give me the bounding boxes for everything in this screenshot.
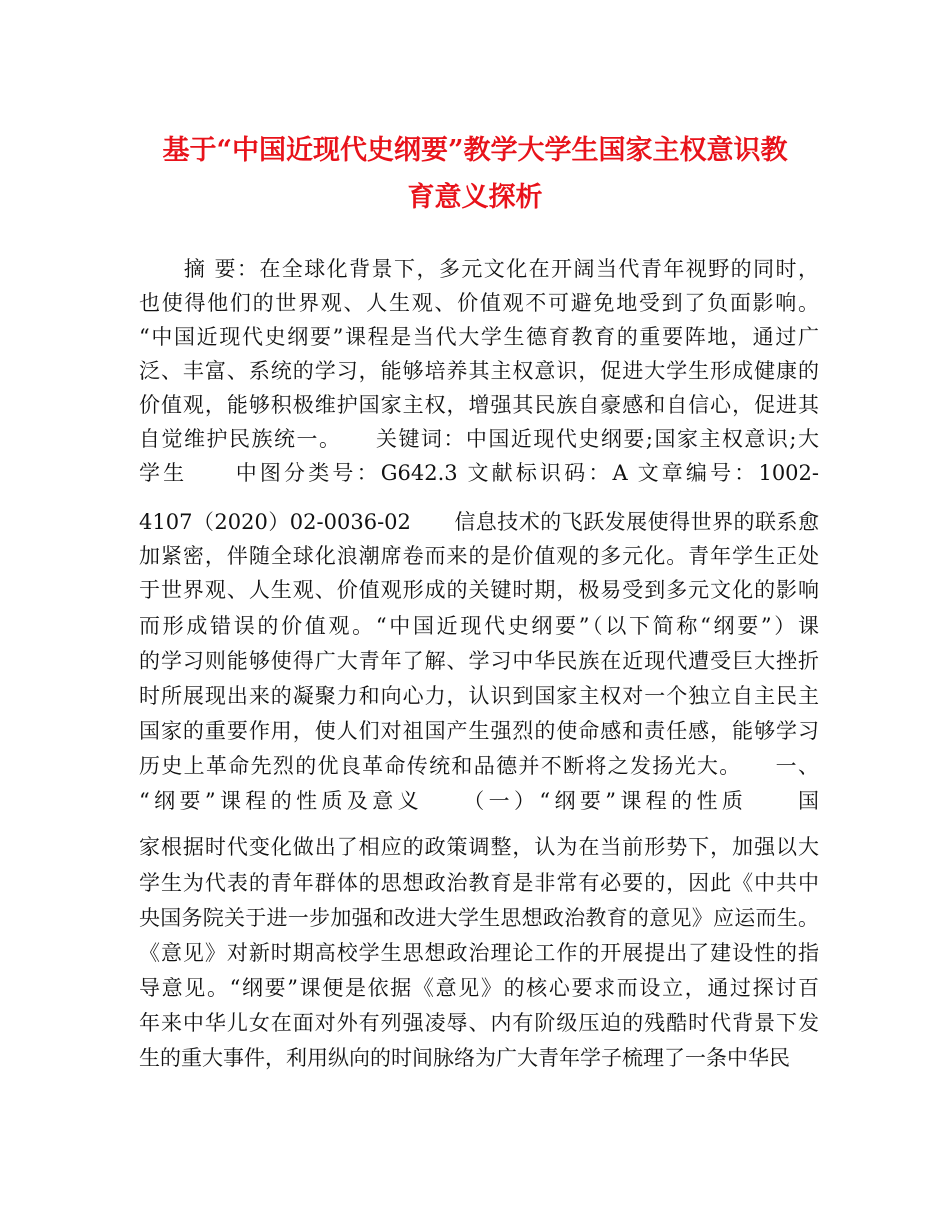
body-line: 家根据时代变化做出了相应的政策调整，认为在当前形势下，加强以大	[139, 835, 819, 859]
body-line: 于世界观、人生观、价值观形成的关键时期，极易受到多元文化的影响	[139, 578, 819, 602]
body-line: 历史上革命先烈的优良革命传统和品德并不断将之发扬光大。 一、	[139, 754, 819, 778]
body-line: 自觉维护民族统一。 关键词：中国近现代史纲要;国家主权意识;大	[139, 427, 819, 451]
body-line: 学生为代表的青年群体的思想政治教育是非常有必要的，因此《中共中	[139, 871, 819, 895]
body-line: 而形成错误的价值观。“中国近现代史纲要”（以下简称“纲要”）课	[139, 614, 819, 638]
body-line: 生的重大事件，利用纵向的时间脉络为广大青年学子梳理了一条中华民	[139, 1046, 790, 1070]
body-line: 摘 要：在全球化背景下，多元文化在开阔当代青年视野的同时，	[139, 257, 819, 281]
body-line: 时所展现出来的凝聚力和向心力，认识到国家主权对一个独立自主民主	[139, 684, 819, 708]
body-line: 《意见》对新时期高校学生思想政治理论工作的开展提出了建设性的指	[139, 941, 819, 965]
body-line: 国家的重要作用，使人们对祖国产生强烈的使命感和责任感，能够学习	[139, 719, 819, 743]
body-line: 学生 中图分类号：G642.3 文献标识码：A 文章编号：1002-	[139, 461, 819, 485]
body-line: 泛、丰富、系统的学习，能够培养其主权意识，促进大学生形成健康的	[139, 359, 819, 383]
body-line: 年来中华儿女在面对外有列强凌辱、内有阶级压迫的残酷时代背景下发	[139, 1011, 819, 1035]
document-title-line-2: 育意义探析	[407, 182, 543, 213]
body-line: 导意见。“纲要”课便是依据《意见》的核心要求而设立，通过探讨百	[139, 976, 819, 1000]
body-line: 价值观，能够积极维护国家主权，增强其民族自豪感和自信心，促进其	[139, 393, 819, 417]
body-line: “中国近现代史纲要”课程是当代大学生德育教育的重要阵地，通过广	[139, 325, 819, 349]
body-line: 4107（2020）02-0036-02 信息技术的飞跃发展使得世界的联系愈	[139, 510, 819, 534]
body-line: 的学习则能够使得广大青年了解、学习中华民族在近现代遭受巨大挫折	[139, 649, 819, 673]
body-line: “纲要”课程的性质及意义 （一）“纲要”课程的性质 国	[139, 789, 819, 813]
body-line: 加紧密，伴随全球化浪潮席卷而来的是价值观的多元化。青年学生正处	[139, 544, 819, 568]
document-title-line-1: 基于“中国近现代史纲要”教学大学生国家主权意识教	[162, 135, 788, 166]
body-line: 央国务院关于进一步加强和改进大学生思想政治教育的意见》应运而生。	[139, 906, 819, 930]
body-line: 也使得他们的世界观、人生观、价值观不可避免地受到了负面影响。	[139, 291, 819, 315]
